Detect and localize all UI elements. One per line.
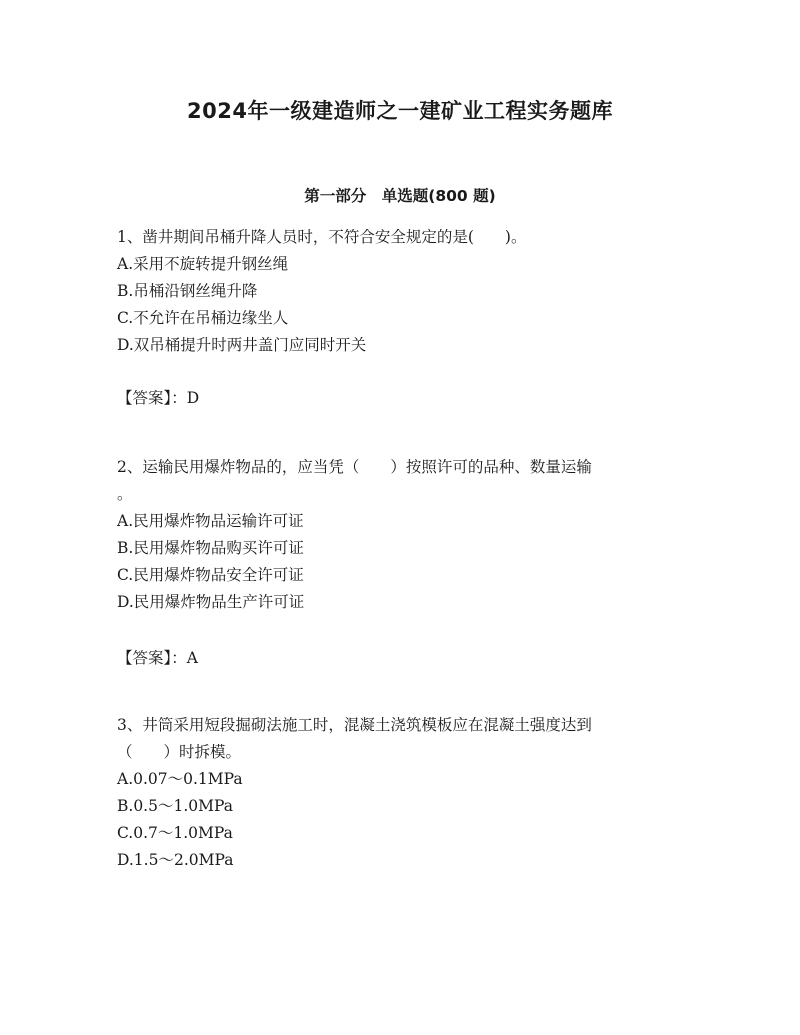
question-3-stem-continued: （ ）时拆模。 [117, 743, 242, 761]
question-1-option-d: D.双吊桶提升时两井盖门应同时开关 [117, 336, 367, 354]
question-3-option-c: C.0.7～1.0MPa [117, 824, 233, 842]
question-2-option-b: B.民用爆炸物品购买许可证 [117, 539, 304, 557]
question-3 [117, 712, 687, 874]
question-1-option-a: A.采用不旋转提升钢丝绳 [117, 255, 289, 273]
question-2 [117, 454, 687, 616]
question-2-stem: 2、运输民用爆炸物品的，应当凭（ ）按照许可的品种、数量运输 [117, 458, 592, 476]
question-3-stem: 3、井筒采用短段掘砌法施工时，混凝土浇筑模板应在混凝土强度达到 [117, 716, 592, 734]
question-1-option-b: B.吊桶沿钢丝绳升降 [117, 282, 258, 300]
question-3-option-b: B.0.5～1.0MPa [117, 797, 233, 815]
question-1-stem: 1、凿井期间吊桶升降人员时，不符合安全规定的是( )。 [117, 228, 527, 246]
question-1 [117, 224, 687, 359]
question-3-option-d: D.1.5～2.0MPa [117, 851, 234, 869]
question-1-answer: 【答案】：D [117, 389, 200, 407]
question-1-option-c: C.不允许在吊桶边缘坐人 [117, 309, 289, 327]
question-2-option-a: A.民用爆炸物品运输许可证 [117, 512, 304, 530]
question-3-option-a: A.0.07～0.1MPa [117, 770, 243, 788]
question-2-option-c: C.民用爆炸物品安全许可证 [117, 566, 304, 584]
section-title: 第一部分 单选题(800 题) [304, 187, 496, 205]
question-2-option-d: D.民用爆炸物品生产许可证 [117, 593, 305, 611]
document-title: 2024年一级建造师之一建矿业工程实务题库 [187, 99, 613, 123]
question-2-answer: 【答案】：A [117, 649, 198, 667]
question-2-stem-continued: 。 [117, 485, 133, 503]
